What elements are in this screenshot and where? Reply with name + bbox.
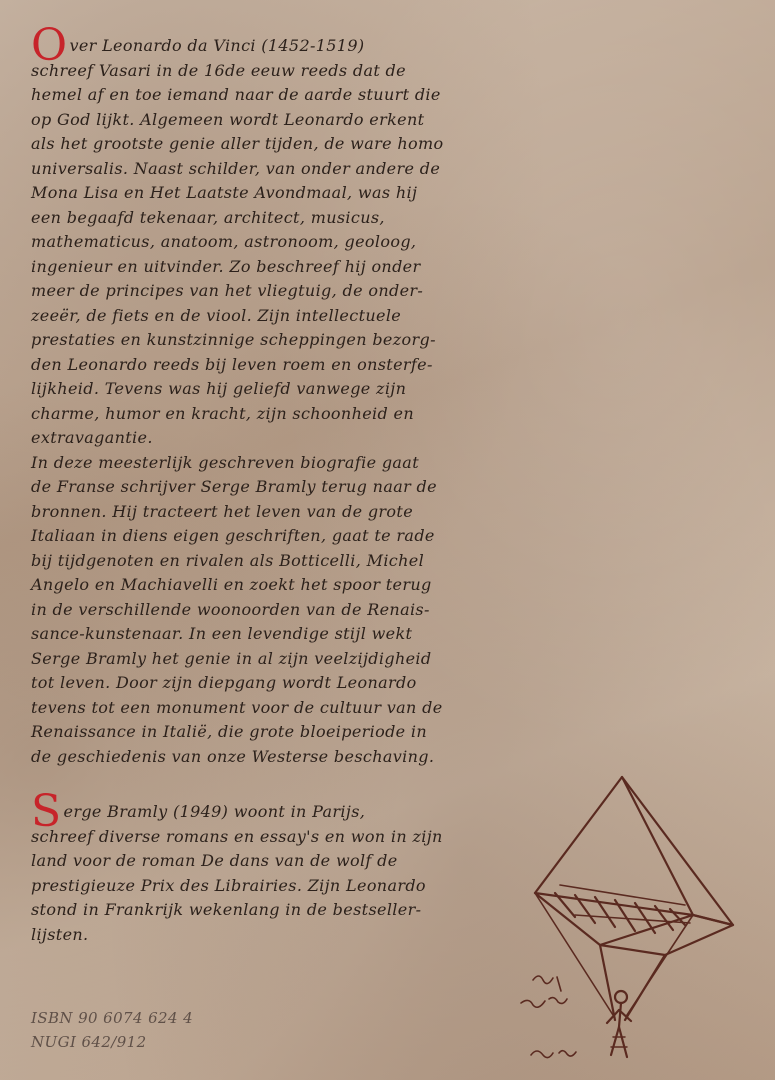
text-line: een begaafd tekenaar, architect, musicus, [31,207,385,227]
text-line: Renaissance in Italië, die grote bloeiperiode in [31,722,428,741]
text-line: bij tijdgenoten en rivalen als Botticelli, Michel [31,550,425,570]
text-line: Mona Lisa en Het Laatste Avondmaal, was hij [31,183,418,202]
drop-cap-s: S [31,786,62,837]
text-line: prestaties en kunstzinnige scheppingen bezorg- [31,330,436,349]
text-line: ingenieur en uitvinder. Zo beschreef hij onder [31,256,421,276]
text-line: In deze meesterlijk geschreven biografie gaat [31,452,419,472]
text-line: mathematicus, anatoom, astronoom, geoloog, [31,232,417,251]
text-line: land voor de roman De dans van de wolf de [31,851,398,870]
text-line: den Leonardo reeds bij leven roem en onsterfe- [31,354,433,374]
text-line: Angelo en Machiavelli en zoekt het spoor terug [31,575,432,594]
text-line: lijsten. [31,924,89,944]
leonardo-parachute-sketch-icon [515,765,775,1080]
text-line: Serge Bramly het genie in al zijn veelzijdigheid [31,648,432,668]
text-line: universalis. Naast schilder, van onder andere de [31,158,441,178]
text-line: extravagantie. [31,428,153,447]
text-line: Over Leonardo da Vinci (1452-1519) [31,20,365,71]
text-line: zeeër, de fiets en de viool. Zijn intellectuele [31,305,402,325]
text-line: op God lijkt. Algemeen wordt Leonardo erkent [31,109,425,129]
text-line: bronnen. Hij tracteert het leven van de grote [31,501,414,521]
text-line: schreef diverse romans en essay's en won in zijn [31,826,443,846]
text-line: Serge Bramly (1949) woont in Parijs, [31,786,366,837]
text-line: Italiaan in diens eigen geschriften, gaat te rade [31,526,435,545]
isbn-number: ISBN 90 6074 624 4 [31,1009,194,1027]
text-line: sance-kunstenaar. In een levendige stijl wekt [31,624,413,643]
author-paragraph [31,786,521,947]
text-line: in de verschillende woonoorden van de Renais- [31,599,430,619]
biography-paragraph-1 [31,20,521,769]
text-line: lijkheid. Tevens was hij geliefd vanwege zijn [31,379,407,398]
text-line: als het grootste genie aller tijden, de ware homo [31,134,444,153]
text-line: de geschiedenis van onze Westerse beschaving. [31,746,435,766]
text-line: tevens tot een monument voor de cultuur van de [31,697,443,717]
text-line: tot leven. Door zijn diepgang wordt Leonardo [31,673,417,692]
text-line: stond in Frankrijk wekenlang in de bestseller- [31,900,422,919]
drop-cap-o: O [31,20,68,71]
text-line: schreef Vasari in de 16de eeuw reeds dat de [31,60,406,80]
text-line: hemel af en toe iemand naar de aarde stuurt die [31,85,441,104]
text-line: meer de principes van het vliegtuig, de onder- [31,281,424,300]
publication-info [31,1006,193,1054]
text-line: prestigieuze Prix des Librairies. Zijn Leonardo [31,875,426,895]
text-line: de Franse schrijver Serge Bramly terug naar de [31,477,437,496]
nugi-code: NUGI 642/912 [31,1033,147,1051]
text-line: charme, humor en kracht, zijn schoonheid en [31,403,415,423]
